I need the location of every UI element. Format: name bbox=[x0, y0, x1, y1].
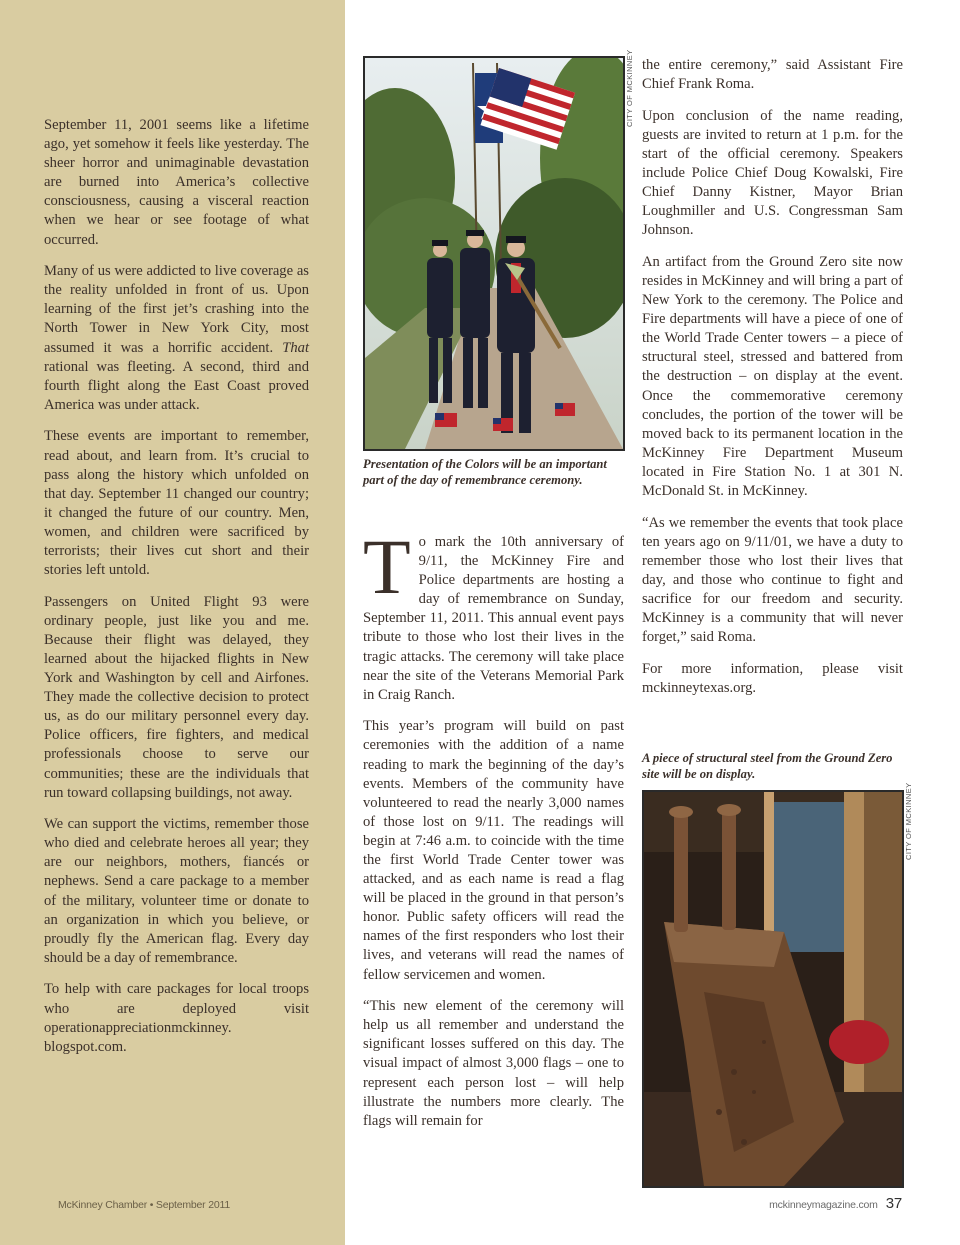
article-paragraph-1 bbox=[363, 523, 624, 705]
color-guard-photo bbox=[363, 56, 625, 451]
article-column-3 bbox=[642, 56, 903, 710]
color-guard-caption: Presentation of the Colors will be an important part of the day of remembrance ceremony. bbox=[363, 457, 607, 487]
sidebar-text-column bbox=[44, 116, 309, 1069]
sidebar-paragraph-2 bbox=[44, 262, 309, 415]
footer-right bbox=[769, 1195, 902, 1212]
footer-publication: McKinney Chamber • September 2011 bbox=[58, 1199, 230, 1211]
article-paragraph-8: For more information, please visit mckinneytexas.org. bbox=[642, 660, 903, 696]
sidebar-paragraph-3: These events are important to remember, read about, and learn from. It’s crucial to pass along the history which unfolded on that day. September 11 changed our country; it changed the future of our country. Men, women, and children were sacrificed by terrorists; their lives cut short and their stories left untold. bbox=[44, 428, 309, 579]
sidebar-paragraph-2-part-b: rational was fleeting. A second, third and fourth flight along the East Coast proved America was under attack. bbox=[44, 358, 309, 413]
sidebar-paragraph-4: Passengers on United Flight 93 were ordinary people, just like you and me. Because their flight was delayed, they learned about the hijacked flights in New York and Washington by cell and Airfones. They made the collective decision to protect us, as do our military personnel every day. Police officers, fire fighters, and medical professionals choose to serve our communities; these are the individuals that run toward collapsing buildings, not away. bbox=[44, 593, 309, 801]
page-number: 37 bbox=[885, 1195, 902, 1212]
steel-artifact-illustration bbox=[644, 792, 902, 1186]
article-paragraph-2: This year’s program will build on past ceremonies with the addition of a name reading to mark the beginning of the day’s events. Members of the community have volunteered to read the nearly 3,000 names of those lost on 9/11. The readings will begin at 7:46 a.m. to coincide with the time the first World Trade Center tower was attacked, and as each name is read a flag will be placed in the ground in that person’s honor. Public safety officers will read the names of the first responders who lost their lives, and veterans will read the names of fellow servicemen and women. bbox=[363, 718, 624, 983]
article-paragraph-6: An artifact from the Ground Zero site now resides in McKinney and will bring a part of New York to the ceremony. The Police and Fire departments will have a piece of one of the World Trade Center towers – a piece of structural steel, stressed and battered from the destruction – on display at the event. Once the commemorative ceremony concludes, the portion of the tower will be moved back to its permanent location in the McKinney Fire Department Museum located in Fire Station No. 1 at 301 N. McDonald St. in McKinney. bbox=[642, 253, 903, 499]
sidebar-paragraph-2-part-a: Many of us were addicted to live coverage as the reality unfolded in front of us. Upon learning of the first jet’s crashing into the North Tower in New York City, most assumed it was a horrific accident. bbox=[44, 263, 309, 356]
article-paragraph-5: Upon conclusion of the name reading, guests are invited to return at 1 p.m. for the start of the official ceremony. Speakers include Police Chief Doug Kowalski, Fire Chief Danny Kistner, Mayor Brian Loughmiller and U.S. Congressman Sam Johnson. bbox=[642, 107, 903, 239]
article-column-2 bbox=[363, 523, 624, 1143]
drop-cap: T bbox=[363, 523, 411, 610]
photo-credit-1: CITY OF MCKINNEY bbox=[625, 49, 634, 127]
footer-website: mckinneymagazine.com bbox=[769, 1199, 878, 1211]
steel-artifact-photo bbox=[642, 790, 904, 1188]
article-paragraph-3: “This new element of the ceremony will help us all remember and understand the significant losses suffered on this day. The visual impact of almost 3,000 flags – one to represent each person lost – will help illustrate the numbers more clearly. The flags will remain for bbox=[363, 998, 624, 1129]
sidebar-paragraph-5: We can support the victims, remember those who died and celebrate heroes all year; they are our neighbors, mothers, fiancés or nephews. Send a care package to a member of the military, volunteer time or donate to an organization in which you believe, or proudly fly the American flag. Every day should be a day of remembrance. bbox=[44, 816, 309, 966]
photo-credit-2: CITY OF MCKINNEY bbox=[904, 782, 913, 860]
sidebar-paragraph-6: To help with care packages for local troops who are deployed visit operationappreciationmckinney. blogspot.com. bbox=[44, 981, 309, 1055]
article-paragraph-4: the entire ceremony,” said Assistant Fire Chief Frank Roma. bbox=[642, 57, 903, 93]
sidebar-paragraph-1: September 11, 2001 seems like a lifetime ago, yet somehow it feels like yesterday. The sheer horror and unimaginable devastation are burned into America’s collective consciousness, causing a visceral reaction when we hear or see footage of what occurred. bbox=[44, 117, 309, 248]
steel-caption: A piece of structural steel from the Ground Zero site will be on display. bbox=[642, 751, 893, 781]
sidebar-paragraph-2-emphasis: That bbox=[282, 339, 309, 356]
article-paragraph-1-text: o mark the 10th anniversary of 9/11, the McKinney Fire and Police departments are hosting a day of remembrance on Sunday, September 11, 2011. This annual event pays tribute to those who lost their lives in the tragic attacks. The ceremony will take place near the site of the Veterans Memorial Park in Craig Ranch. bbox=[363, 534, 624, 703]
color-guard-illustration bbox=[365, 58, 623, 449]
article-paragraph-7: “As we remember the events that took place ten years ago on 9/11/01, we have a duty to remember those who lost their lives that day, and those who continue to fight and sacrifice for our freedom and security. McKinney is a community that will never forget,” said Roma. bbox=[642, 514, 903, 646]
